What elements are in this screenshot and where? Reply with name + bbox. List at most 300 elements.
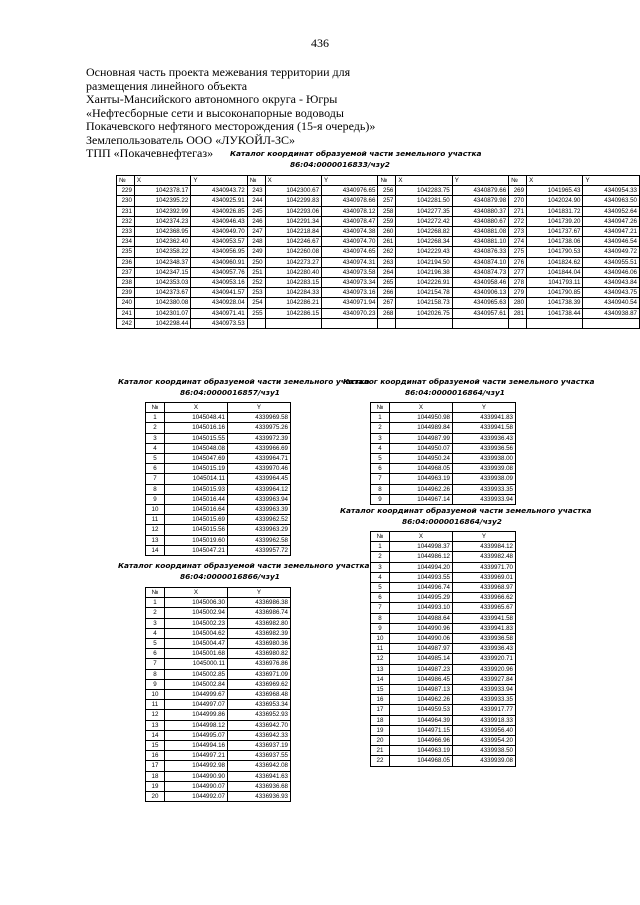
table-cell: 4340938.87 xyxy=(583,308,640,318)
table-cell: 8 xyxy=(146,484,165,494)
table-cell: 4336980.36 xyxy=(228,639,291,649)
table-header-row xyxy=(146,588,291,598)
table-cell: 4340953.57 xyxy=(191,237,247,247)
table-header-cell: № xyxy=(247,176,265,186)
table-row xyxy=(146,484,291,494)
table-cell: 233 xyxy=(117,227,135,237)
table-cell: 1042299.83 xyxy=(265,196,321,206)
table-cell: 1042272.42 xyxy=(396,216,452,226)
table-cell: 281 xyxy=(509,308,527,318)
table-cell: 4340956.95 xyxy=(191,247,247,257)
table-cell: 15 xyxy=(146,741,165,751)
table-cell xyxy=(265,318,321,328)
table-cell: 257 xyxy=(378,196,396,206)
table-cell: 1041831.72 xyxy=(527,206,583,216)
table-cell: 4339936.43 xyxy=(453,644,516,654)
top-table-caption-line1: Каталог координат образуемой части земельного участка xyxy=(230,149,482,158)
table-cell: 1044993.10 xyxy=(390,603,453,613)
table-header-cell: Y xyxy=(322,176,378,186)
table-cell: 4339964.12 xyxy=(228,484,291,494)
table-row xyxy=(146,505,291,515)
table-cell: 1041793.11 xyxy=(527,278,583,288)
table-cell: 1042380.08 xyxy=(134,298,190,308)
table-cell: 1044993.55 xyxy=(390,572,453,582)
table-cell: 4340943.72 xyxy=(191,186,247,196)
table-cell: 9 xyxy=(146,679,165,689)
table-cell: 4340941.57 xyxy=(191,288,247,298)
table-cell: 231 xyxy=(117,206,135,216)
table-cell: 9 xyxy=(371,494,390,504)
table-header-row xyxy=(371,532,516,542)
table-row xyxy=(146,454,291,464)
table-cell: 4339927.84 xyxy=(453,674,516,684)
table-cell: 10 xyxy=(146,690,165,700)
table-cell: 1041790.53 xyxy=(527,247,583,257)
table-cell: 4340970.23 xyxy=(322,308,378,318)
table-cell: 269 xyxy=(509,186,527,196)
table-cell: 18 xyxy=(371,715,390,725)
table-cell: 1045001.68 xyxy=(165,649,228,659)
table-cell: 1044999.67 xyxy=(165,690,228,700)
table-cell: 4336980.82 xyxy=(228,649,291,659)
table-row xyxy=(146,423,291,433)
table-row xyxy=(146,751,291,761)
table-header-cell: № xyxy=(371,403,390,413)
table-cell: 4340949.72 xyxy=(583,247,640,257)
table-cell: 1 xyxy=(371,413,390,423)
table-cell: 4339957.72 xyxy=(228,545,291,555)
table-cell: 20 xyxy=(146,792,165,802)
table-cell: 4336986.38 xyxy=(228,598,291,608)
header-line: Ханты-Мансийского автономного округа - Югры xyxy=(86,92,338,106)
coordinates-table xyxy=(116,175,640,329)
table-cell: 4340957.76 xyxy=(191,267,247,277)
table-cell: 4339917.77 xyxy=(453,705,516,715)
header-line: «Нефтесборные сети и высоконапорные водоводы xyxy=(86,105,344,120)
table-row xyxy=(371,583,516,593)
table-cell: 246 xyxy=(247,216,265,226)
table-row xyxy=(117,298,640,308)
table-header-cell: № xyxy=(117,176,135,186)
table-cell: 1042392.99 xyxy=(134,206,190,216)
table-cell: 247 xyxy=(247,227,265,237)
table-row xyxy=(371,634,516,644)
table-cell: 1044985.14 xyxy=(390,654,453,664)
table-cell: 1044990.90 xyxy=(165,771,228,781)
document-header xyxy=(86,66,556,161)
table-cell: 4339964.45 xyxy=(228,474,291,484)
table-cell: 258 xyxy=(378,206,396,216)
table-cell: 4336937.19 xyxy=(228,741,291,751)
table-cell: 7 xyxy=(146,659,165,669)
table-row xyxy=(371,572,516,582)
table-cell: 249 xyxy=(247,247,265,257)
table-cell: 273 xyxy=(509,227,527,237)
table-cell: 1042347.15 xyxy=(134,267,190,277)
table-cell: 8 xyxy=(371,613,390,623)
table-header-cell: X xyxy=(396,176,452,186)
table-header-cell: Y xyxy=(452,176,508,186)
table-header-cell: X xyxy=(390,532,453,542)
table-cell: 4340947.26 xyxy=(583,216,640,226)
header-line: Покачевского нефтяного месторождения (15-я очередь)» xyxy=(86,119,376,133)
header-line-tpp: ТПП «Покачевнефтегаз» xyxy=(86,146,214,160)
table-row xyxy=(146,730,291,740)
table-cell: 4339963.94 xyxy=(228,494,291,504)
table-cell: 4339963.39 xyxy=(228,505,291,515)
table-cell: 250 xyxy=(247,257,265,267)
table-cell: 1044968.05 xyxy=(390,464,453,474)
table-cell: 9 xyxy=(146,494,165,504)
table-cell: 251 xyxy=(247,267,265,277)
header-line: Основная часть проекта межевания территории для xyxy=(86,65,351,79)
table-cell: 4 xyxy=(146,443,165,453)
table-cell: 4336982.39 xyxy=(228,628,291,638)
table-cell: 4340943.75 xyxy=(583,288,640,298)
table-cell: 4340976.65 xyxy=(322,186,378,196)
table-cell: 4339956.40 xyxy=(453,725,516,735)
table-cell: 1042373.67 xyxy=(134,288,190,298)
table-cell: 4336976.86 xyxy=(228,659,291,669)
table-cell: 278 xyxy=(509,278,527,288)
table-cell: 1041824.62 xyxy=(527,257,583,267)
table-cell: 4340973.53 xyxy=(191,318,247,328)
table-cell: 11 xyxy=(371,644,390,654)
table-cell: 4340881.10 xyxy=(452,237,508,247)
table-cell: 1042286.15 xyxy=(265,308,321,318)
table-cell: 4340876.33 xyxy=(452,247,508,257)
table-cell: 1044959.53 xyxy=(390,705,453,715)
table-cell: 1044967.14 xyxy=(390,494,453,504)
table-cell: 243 xyxy=(247,186,265,196)
table-cell: 4339962.58 xyxy=(228,535,291,545)
table-6857-caption-line1: Каталог координат образуемой части земельного участка xyxy=(118,377,370,386)
table-row xyxy=(371,613,516,623)
table-cell: 1044990.06 xyxy=(390,634,453,644)
table-cell: 4339969.01 xyxy=(453,572,516,582)
table-row xyxy=(371,695,516,705)
table-cell: 1044950.07 xyxy=(390,443,453,453)
table-cell: 2 xyxy=(146,423,165,433)
table-cell: 4340954.33 xyxy=(583,186,640,196)
table-cell: 4336969.62 xyxy=(228,679,291,689)
table-cell xyxy=(583,318,640,328)
table-row xyxy=(146,545,291,555)
table-cell: 235 xyxy=(117,247,135,257)
table-cell: 1041737.67 xyxy=(527,227,583,237)
table-cell: 4340947.21 xyxy=(583,227,640,237)
table-cell: 1044998.12 xyxy=(165,720,228,730)
table-cell: 4340978.47 xyxy=(322,216,378,226)
table-cell: 1042283.15 xyxy=(265,278,321,288)
table-cell: 4339933.94 xyxy=(453,685,516,695)
table-cell: 236 xyxy=(117,257,135,267)
table-cell xyxy=(452,318,508,328)
table-header-cell: № xyxy=(146,588,165,598)
table-cell: 1044963.19 xyxy=(390,746,453,756)
table-cell: 1042268.34 xyxy=(396,237,452,247)
table-row xyxy=(371,423,516,433)
table-row xyxy=(146,464,291,474)
table-cell: 18 xyxy=(146,771,165,781)
table-cell: 4340973.34 xyxy=(322,278,378,288)
table-cell: 1042260.08 xyxy=(265,247,321,257)
table-cell: 1042196.38 xyxy=(396,267,452,277)
table-cell: 4336942.70 xyxy=(228,720,291,730)
table-cell: 4340879.66 xyxy=(452,186,508,196)
table-cell: 1044963.19 xyxy=(390,474,453,484)
table-cell: 17 xyxy=(146,761,165,771)
table-cell: 12 xyxy=(146,525,165,535)
table-cell: 1045015.69 xyxy=(165,515,228,525)
table-row xyxy=(117,257,640,267)
table-row xyxy=(146,474,291,484)
table-6864-2-caption-line2: 86:04:0000016864/чзу2 xyxy=(402,517,502,526)
table-cell: 4336936.93 xyxy=(228,792,291,802)
table-row xyxy=(146,443,291,453)
table-cell xyxy=(509,318,527,328)
table-cell: 4339918.33 xyxy=(453,715,516,725)
table-cell: 1044987.23 xyxy=(390,664,453,674)
table-6864-1-caption-line1: Каталог координат образуемой части земельного участка xyxy=(343,377,595,386)
table-cell: 4339920.96 xyxy=(453,664,516,674)
table-header-row xyxy=(146,403,291,413)
table-cell: 1045047.21 xyxy=(165,545,228,555)
table-cell: 242 xyxy=(117,318,135,328)
table-cell: 1044987.13 xyxy=(390,685,453,695)
table-cell: 270 xyxy=(509,196,527,206)
table-cell: 5 xyxy=(146,454,165,464)
table-header-cell: X xyxy=(134,176,190,186)
table-cell: 1042024.90 xyxy=(527,196,583,206)
table-cell: 1042158.73 xyxy=(396,298,452,308)
table-6857-caption-line2: 86:04:0000016857/чзу1 xyxy=(180,388,280,397)
table-cell xyxy=(527,318,583,328)
header-line: размещения линейного объекта xyxy=(86,78,248,93)
table-row xyxy=(146,781,291,791)
table-header-cell: Y xyxy=(228,588,291,598)
table-row xyxy=(146,639,291,649)
table-row xyxy=(117,186,640,196)
table-row xyxy=(146,413,291,423)
table-cell: 2 xyxy=(371,552,390,562)
table-cell: 1045002.23 xyxy=(165,618,228,628)
table-row xyxy=(371,413,516,423)
table-row xyxy=(117,206,640,216)
table-cell xyxy=(378,318,396,328)
table-row xyxy=(371,736,516,746)
table-cell: 1042374.23 xyxy=(134,216,190,226)
table-cell: 4340963.50 xyxy=(583,196,640,206)
table-cell: 4339982.48 xyxy=(453,552,516,562)
table-cell: 14 xyxy=(146,545,165,555)
table-cell: 8 xyxy=(371,484,390,494)
table-cell: 4336942.33 xyxy=(228,730,291,740)
table-header-cell: Y xyxy=(453,403,516,413)
table-row xyxy=(371,433,516,443)
table-row xyxy=(117,267,640,277)
table-row xyxy=(371,552,516,562)
table-cell: 1044990.07 xyxy=(165,781,228,791)
table-cell: 259 xyxy=(378,216,396,226)
table-cell: 14 xyxy=(146,730,165,740)
table-cell: 5 xyxy=(371,583,390,593)
table-cell: 4340925.91 xyxy=(191,196,247,206)
table-row xyxy=(371,685,516,695)
coordinates-table xyxy=(370,402,516,505)
table-row xyxy=(371,715,516,725)
table-cell: 252 xyxy=(247,278,265,288)
page-number: 436 xyxy=(311,36,329,50)
table-cell: 4340906.13 xyxy=(452,288,508,298)
table-row xyxy=(146,700,291,710)
table-cell: 1045002.85 xyxy=(165,669,228,679)
table-cell: 1042268.82 xyxy=(396,227,452,237)
table-cell: 1044962.26 xyxy=(390,695,453,705)
table-row xyxy=(371,644,516,654)
table-cell: 4339970.46 xyxy=(228,464,291,474)
table-row xyxy=(371,474,516,484)
table-row xyxy=(371,464,516,474)
coordinates-table xyxy=(370,531,516,767)
table-cell: 1045016.64 xyxy=(165,505,228,515)
table-cell: 4339933.94 xyxy=(453,494,516,504)
table-cell: 229 xyxy=(117,186,135,196)
table-cell: 4340960.91 xyxy=(191,257,247,267)
table-cell: 1044998.37 xyxy=(390,542,453,552)
table-cell: 1042378.17 xyxy=(134,186,190,196)
table-cell: 260 xyxy=(378,227,396,237)
table-row xyxy=(146,679,291,689)
table-cell: 230 xyxy=(117,196,135,206)
table-cell: 1042291.34 xyxy=(265,216,321,226)
table-header-cell: № xyxy=(146,403,165,413)
table-cell: 1041739.20 xyxy=(527,216,583,226)
table-cell: 1044962.26 xyxy=(390,484,453,494)
table-cell: 10 xyxy=(371,634,390,644)
table-cell: 4339936.58 xyxy=(453,634,516,644)
table-cell: 4340952.64 xyxy=(583,206,640,216)
table-cell: 4339939.08 xyxy=(453,464,516,474)
table-cell: 13 xyxy=(371,664,390,674)
table-cell: 1044990.96 xyxy=(390,623,453,633)
table-cell: 1042301.07 xyxy=(134,308,190,318)
table-cell: 1042281.50 xyxy=(396,196,452,206)
table-cell: 4340973.58 xyxy=(322,267,378,277)
table-cell: 1044997.07 xyxy=(165,700,228,710)
table-cell: 4339984.12 xyxy=(453,542,516,552)
table-cell: 1044989.84 xyxy=(390,423,453,433)
table-cell: 1042298.44 xyxy=(134,318,190,328)
table-row xyxy=(371,494,516,504)
table-row xyxy=(146,598,291,608)
table-cell: 5 xyxy=(146,639,165,649)
table-cell: 1 xyxy=(146,598,165,608)
table-cell: 8 xyxy=(146,669,165,679)
table-row xyxy=(371,443,516,453)
table-cell: 1045015.55 xyxy=(165,433,228,443)
table-cell: 1044986.12 xyxy=(390,552,453,562)
table-cell: 1044950.24 xyxy=(390,454,453,464)
table-cell: 1045047.69 xyxy=(165,454,228,464)
table-cell: 15 xyxy=(371,685,390,695)
table-6864-1-caption-line2: 86:04:0000016864/чзу1 xyxy=(405,388,505,397)
table-cell: 4336971.09 xyxy=(228,669,291,679)
table-cell: 232 xyxy=(117,216,135,226)
table-row xyxy=(117,227,640,237)
table-cell: 1045002.84 xyxy=(165,679,228,689)
table-cell: 4340940.54 xyxy=(583,298,640,308)
table-row xyxy=(146,771,291,781)
table-cell: 1041738.06 xyxy=(527,237,583,247)
table-row xyxy=(146,690,291,700)
table-cell: 1042286.21 xyxy=(265,298,321,308)
table-6866-caption-line2: 86:04:0000016866/чзу1 xyxy=(180,572,280,581)
table-row xyxy=(146,535,291,545)
table-cell: 1044988.64 xyxy=(390,613,453,623)
table-cell: 279 xyxy=(509,288,527,298)
table-row xyxy=(146,710,291,720)
table-cell: 4340946.54 xyxy=(583,237,640,247)
table-cell: 21 xyxy=(371,746,390,756)
table-header-cell: Y xyxy=(191,176,247,186)
table-cell: 7 xyxy=(371,474,390,484)
table-cell: 1042026.75 xyxy=(396,308,452,318)
table-header-cell: № xyxy=(378,176,396,186)
table-cell: 1045019.60 xyxy=(165,535,228,545)
table-cell: 4 xyxy=(146,628,165,638)
table-cell: 4340949.70 xyxy=(191,227,247,237)
table-cell: 1045016.16 xyxy=(165,423,228,433)
table-cell: 1044995.07 xyxy=(165,730,228,740)
table-cell: 263 xyxy=(378,257,396,267)
table-cell: 7 xyxy=(146,474,165,484)
table-cell: 4339965.67 xyxy=(453,603,516,613)
table-cell: 254 xyxy=(247,298,265,308)
table-cell: 1042246.67 xyxy=(265,237,321,247)
table-cell: 4339941.58 xyxy=(453,613,516,623)
table-cell: 10 xyxy=(146,505,165,515)
table-cell: 239 xyxy=(117,288,135,298)
table-header-cell: Y xyxy=(228,403,291,413)
table-header-row xyxy=(117,176,640,186)
table-cell: 4339968.97 xyxy=(453,583,516,593)
coordinates-table xyxy=(145,587,291,802)
table-cell: 4340974.65 xyxy=(322,247,378,257)
table-row xyxy=(117,196,640,206)
table-cell: 4340958.46 xyxy=(452,278,508,288)
table-cell: 240 xyxy=(117,298,135,308)
table-cell: 6 xyxy=(371,464,390,474)
table-cell: 248 xyxy=(247,237,265,247)
table-cell: 4340874.10 xyxy=(452,257,508,267)
table-cell: 20 xyxy=(371,736,390,746)
table-cell: 11 xyxy=(146,700,165,710)
table-cell: 1042300.67 xyxy=(265,186,321,196)
table-cell: 1042194.50 xyxy=(396,257,452,267)
table-cell: 1045014.11 xyxy=(165,474,228,484)
table-row xyxy=(371,756,516,766)
table-cell: 19 xyxy=(371,725,390,735)
table-cell: 4339969.58 xyxy=(228,413,291,423)
table-cell: 13 xyxy=(146,535,165,545)
table-cell: 5 xyxy=(371,454,390,464)
table-cell: 1044996.74 xyxy=(390,583,453,593)
table-cell: 253 xyxy=(247,288,265,298)
table-cell: 1041844.04 xyxy=(527,267,583,277)
table-cell: 4339975.26 xyxy=(228,423,291,433)
table-cell xyxy=(396,318,452,328)
